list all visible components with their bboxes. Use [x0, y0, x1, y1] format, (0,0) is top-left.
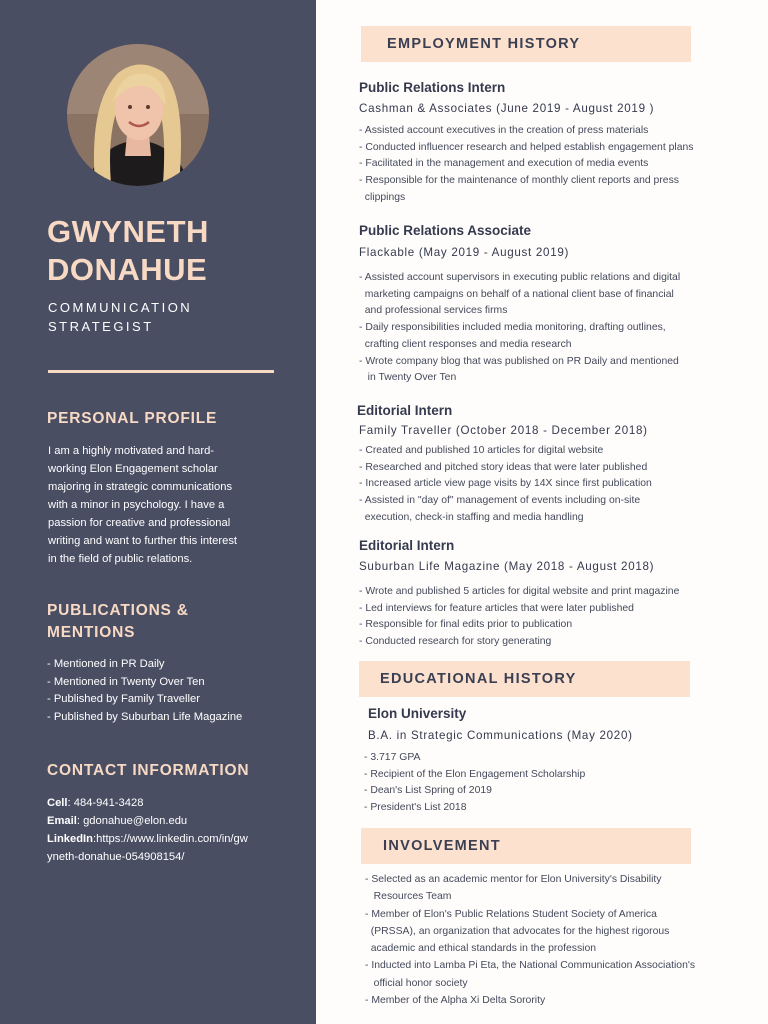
list-item: and professional services firms	[359, 305, 508, 317]
list-item: - Assisted account supervisors in executing public relations and digital	[359, 272, 681, 283]
list-item: - Facilitated in the management and execution of media events	[359, 158, 649, 170]
job-title: Editorial Intern	[357, 403, 453, 418]
degree: B.A. in Strategic Communications (May 2020)	[368, 729, 633, 742]
job-subtitle: Family Traveller (October 2018 - December 2018)	[359, 424, 648, 437]
list-item: - Created and published 10 articles for digital website	[359, 445, 604, 456]
list-item: official honor society	[365, 977, 468, 989]
linkedin-value[interactable]: :https://www.linkedin.com/in/gw	[93, 833, 248, 845]
list-item: marketing campaigns on behalf of a national client base of financial	[359, 288, 674, 300]
list-item: crafting client responses and media research	[359, 338, 572, 350]
list-item: - Member of the Alpha Xi Delta Sorority	[365, 995, 546, 1007]
list-item: - Mentioned in PR Daily	[47, 658, 165, 670]
profile-line: passion for creative and professional	[48, 517, 231, 529]
education-heading: EDUCATIONAL HISTORY	[359, 661, 690, 697]
list-item: - Conducted research for story generating	[359, 636, 552, 648]
contact-email	[47, 812, 275, 830]
list-item: - Member of Elon's Public Relations Student Society of America	[365, 908, 657, 920]
job-title: Public Relations Intern	[359, 80, 506, 95]
role-line-2: STRATEGIST	[48, 319, 154, 334]
list-item: - Responsible for final edits prior to publication	[359, 619, 573, 631]
profile-line: writing and want to further this interest	[48, 535, 238, 547]
list-item: - Increased article view page visits by 14X since first publication	[359, 478, 652, 490]
list-item: - Responsible for the maintenance of monthly client reports and press	[359, 175, 679, 187]
job-subtitle: Suburban Life Magazine (May 2018 - August 2018)	[359, 560, 655, 573]
publications-heading-1: PUBLICATIONS &	[47, 602, 189, 619]
job-subtitle: Cashman & Associates (June 2019 - August 2019 )	[359, 102, 655, 115]
contact-linkedin-cont	[47, 848, 275, 866]
list-item: - Selected as an academic mentor for Elon University's Disability	[365, 874, 662, 885]
list-item: - Published by Suburban Life Magazine	[47, 710, 243, 723]
job-subtitle: Flackable (May 2019 - August 2019)	[359, 246, 570, 259]
email-value[interactable]: : gdonahue@elon.edu	[76, 815, 188, 827]
publications-heading-2: MENTIONS	[47, 624, 136, 641]
profile-line: I am a highly motivated and hard-	[48, 445, 215, 457]
list-item: - Wrote company blog that was published on PR Daily and mentioned	[359, 355, 679, 367]
name-last: DONAHUE	[47, 252, 208, 287]
list-item: - Assisted in "day of" management of events including on-site	[359, 495, 641, 507]
job-title: Public Relations Associate	[359, 223, 532, 238]
sidebar	[0, 0, 316, 1024]
list-item: - Inducted into Lamba Pi Eta, the National Communication Association's	[365, 960, 696, 972]
list-item: - Wrote and published 5 articles for digital website and print magazine	[359, 586, 680, 597]
publications-list	[47, 656, 242, 726]
profile-line: with a minor in psychology. I have a	[48, 499, 225, 511]
name-first: GWYNETH	[47, 214, 209, 249]
list-item: - Daily responsibilities included media monitoring, drafting outlines,	[359, 322, 666, 334]
personal-profile-text	[48, 442, 237, 568]
list-item: - Recipient of the Elon Engagement Scholarship	[364, 768, 586, 780]
email-label: Email	[47, 815, 77, 827]
contact-linkedin	[47, 830, 275, 848]
list-item: - Mentioned in Twenty Over Ten	[47, 675, 205, 688]
list-item: - 3.717 GPA	[364, 752, 421, 763]
sidebar-divider	[48, 370, 274, 373]
profile-photo-illustration	[67, 44, 209, 186]
list-item: - President's List 2018	[364, 802, 467, 814]
job-bullets	[359, 584, 679, 651]
list-item: (PRSSA), an organization that advocates for the highest rigorous	[365, 925, 670, 937]
list-item: - Dean's List Spring of 2019	[364, 785, 492, 797]
main-column	[316, 0, 768, 1024]
job-bullets	[359, 443, 652, 527]
profile-line: working Elon Engagement scholar	[48, 463, 218, 475]
list-item: - Assisted account executives in the creation of press materials	[359, 125, 649, 136]
list-item: Resources Team	[365, 891, 452, 903]
role-line-1: COMMUNICATION	[48, 300, 193, 315]
contact-heading: CONTACT INFORMATION	[47, 762, 250, 779]
involvement-bullets	[365, 871, 695, 1009]
job-bullets	[359, 123, 693, 207]
profile-photo	[67, 44, 209, 186]
involvement-heading: INVOLVEMENT	[361, 828, 691, 864]
job-title: Editorial Intern	[359, 538, 455, 553]
education-bullets	[364, 750, 585, 817]
linkedin-value-cont[interactable]: yneth-donahue-054908154/	[47, 851, 185, 863]
personal-profile-heading: PERSONAL PROFILE	[47, 410, 218, 427]
contact-cell	[47, 794, 275, 812]
list-item: execution, check-in staffing and media handling	[359, 511, 584, 523]
list-item: - Researched and pitched story ideas that were later published	[359, 461, 648, 473]
list-item: clippings	[359, 191, 406, 203]
list-item: - Conducted influencer research and helped establish engagement plans	[359, 141, 694, 153]
list-item: in Twenty Over Ten	[359, 372, 457, 384]
linkedin-label: LinkedIn	[47, 833, 93, 845]
profile-line: majoring in strategic communications	[48, 481, 233, 493]
list-item: - Led interviews for feature articles that were later published	[359, 602, 634, 614]
employment-heading: EMPLOYMENT HISTORY	[361, 26, 691, 62]
list-item: academic and ethical standards in the profession	[365, 943, 597, 955]
job-bullets	[359, 270, 680, 387]
cell-value: : 484-941-3428	[67, 797, 144, 809]
list-item: - Published by Family Traveller	[47, 693, 200, 705]
profile-line: in the field of public relations.	[48, 553, 193, 565]
cell-label: Cell	[47, 797, 68, 809]
school-name: Elon University	[368, 706, 467, 721]
